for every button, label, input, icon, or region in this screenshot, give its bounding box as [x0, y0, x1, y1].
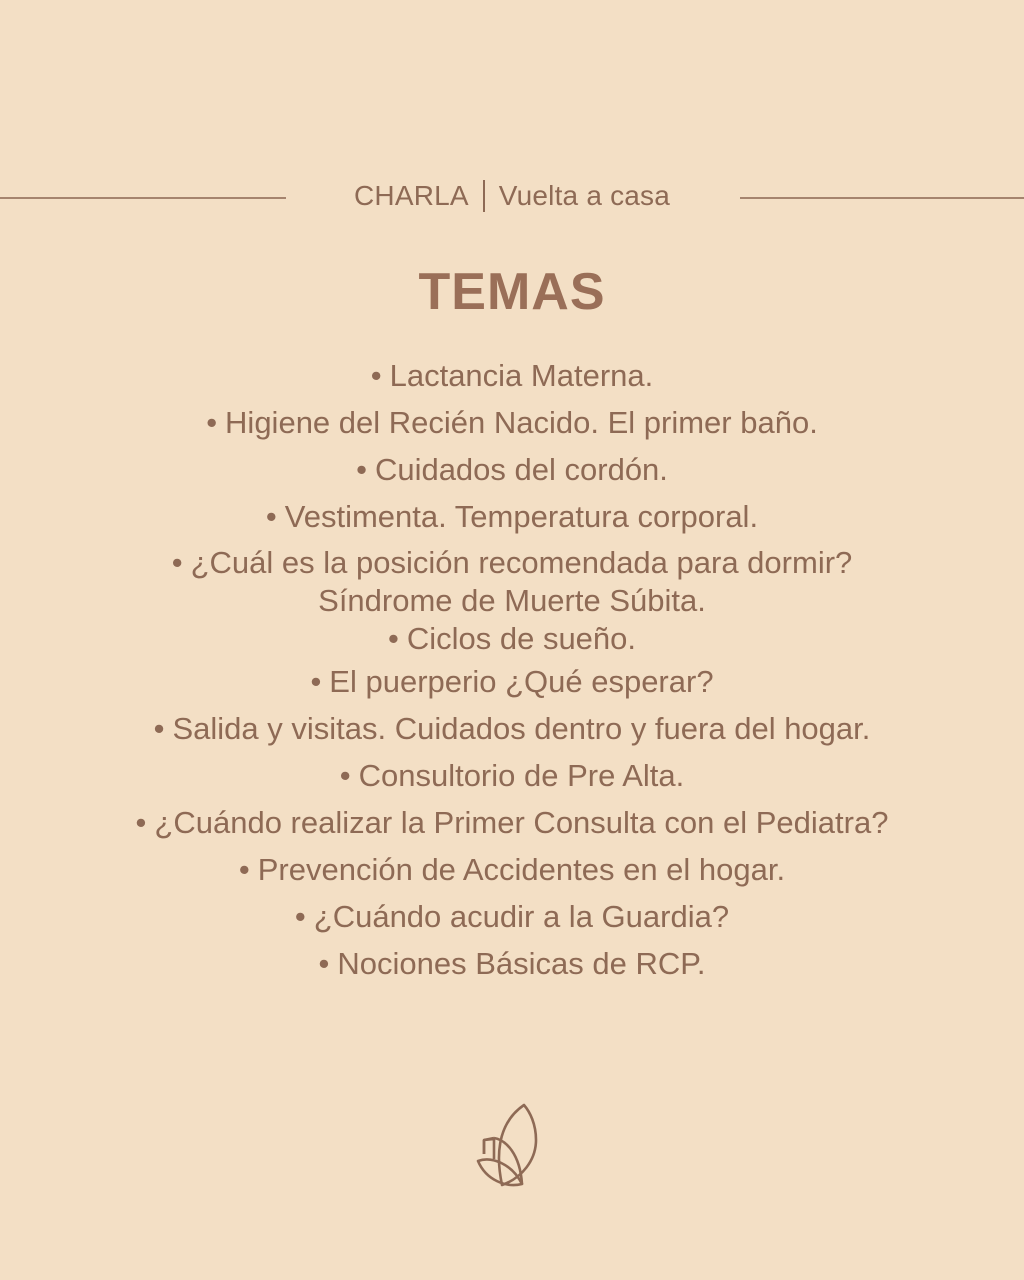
- topic-text: Higiene del Recién Nacido. El primer baño.: [225, 405, 818, 440]
- bullet-icon: •: [318, 946, 330, 981]
- list-item: [0, 493, 1024, 540]
- topic-text: Nociones Básicas de RCP.: [337, 946, 706, 981]
- bullet-icon: •: [294, 899, 306, 934]
- list-item: [0, 446, 1024, 493]
- topic-text: Lactancia Materna.: [389, 358, 654, 393]
- bullet-icon: •: [339, 758, 351, 793]
- bullet-icon: •: [370, 358, 382, 393]
- bullet-icon: •: [135, 805, 147, 840]
- bullet-icon: •: [206, 405, 218, 440]
- bullet-icon: •: [171, 545, 183, 580]
- list-item: [0, 893, 1024, 940]
- bullet-icon: •: [153, 711, 165, 746]
- list-item: [0, 544, 1024, 582]
- list-item: [0, 752, 1024, 799]
- list-item: [0, 705, 1024, 752]
- list-item-continuation: [0, 582, 1024, 620]
- topic-text: Cuidados del cordón.: [374, 452, 668, 487]
- topic-text: ¿Cuándo acudir a la Guardia?: [313, 899, 730, 934]
- topic-text: Salida y visitas. Cuidados dentro y fuera del hogar.: [172, 711, 871, 746]
- topic-text: Vestimenta. Temperatura corporal.: [284, 499, 759, 534]
- list-item: [0, 352, 1024, 399]
- topic-text: Síndrome de Muerte Súbita.: [318, 583, 706, 618]
- lotus-leaf-icon: [472, 1102, 552, 1192]
- bullet-icon: •: [238, 852, 250, 887]
- topic-text: ¿Cuándo realizar la Primer Consulta con el Pediatra?: [154, 805, 889, 840]
- topic-text: El puerperio ¿Qué esperar?: [329, 664, 714, 699]
- list-item: [0, 846, 1024, 893]
- list-item: [0, 620, 1024, 658]
- topics-list: [0, 352, 1024, 987]
- header-subtitle: Vuelta a casa: [498, 180, 671, 211]
- page-title: TEMAS: [418, 263, 606, 321]
- topic-text: Ciclos de sueño.: [406, 621, 637, 656]
- list-item: [0, 658, 1024, 705]
- header-separator: [483, 180, 485, 212]
- header: [0, 176, 1024, 216]
- topic-text: Consultorio de Pre Alta.: [358, 758, 685, 793]
- bullet-icon: •: [356, 452, 367, 487]
- topic-text: ¿Cuál es la posición recomendada para dormir?: [190, 545, 853, 580]
- list-item: [0, 399, 1024, 446]
- right-divider-line: [740, 197, 1024, 199]
- bullet-icon: •: [310, 664, 322, 699]
- list-item: [0, 799, 1024, 846]
- bullet-icon: •: [387, 621, 399, 656]
- topic-text: Prevención de Accidentes en el hogar.: [257, 852, 786, 887]
- bullet-icon: •: [265, 499, 277, 534]
- list-item: [0, 940, 1024, 987]
- header-category: CHARLA: [353, 180, 469, 211]
- header-text: [0, 176, 1024, 216]
